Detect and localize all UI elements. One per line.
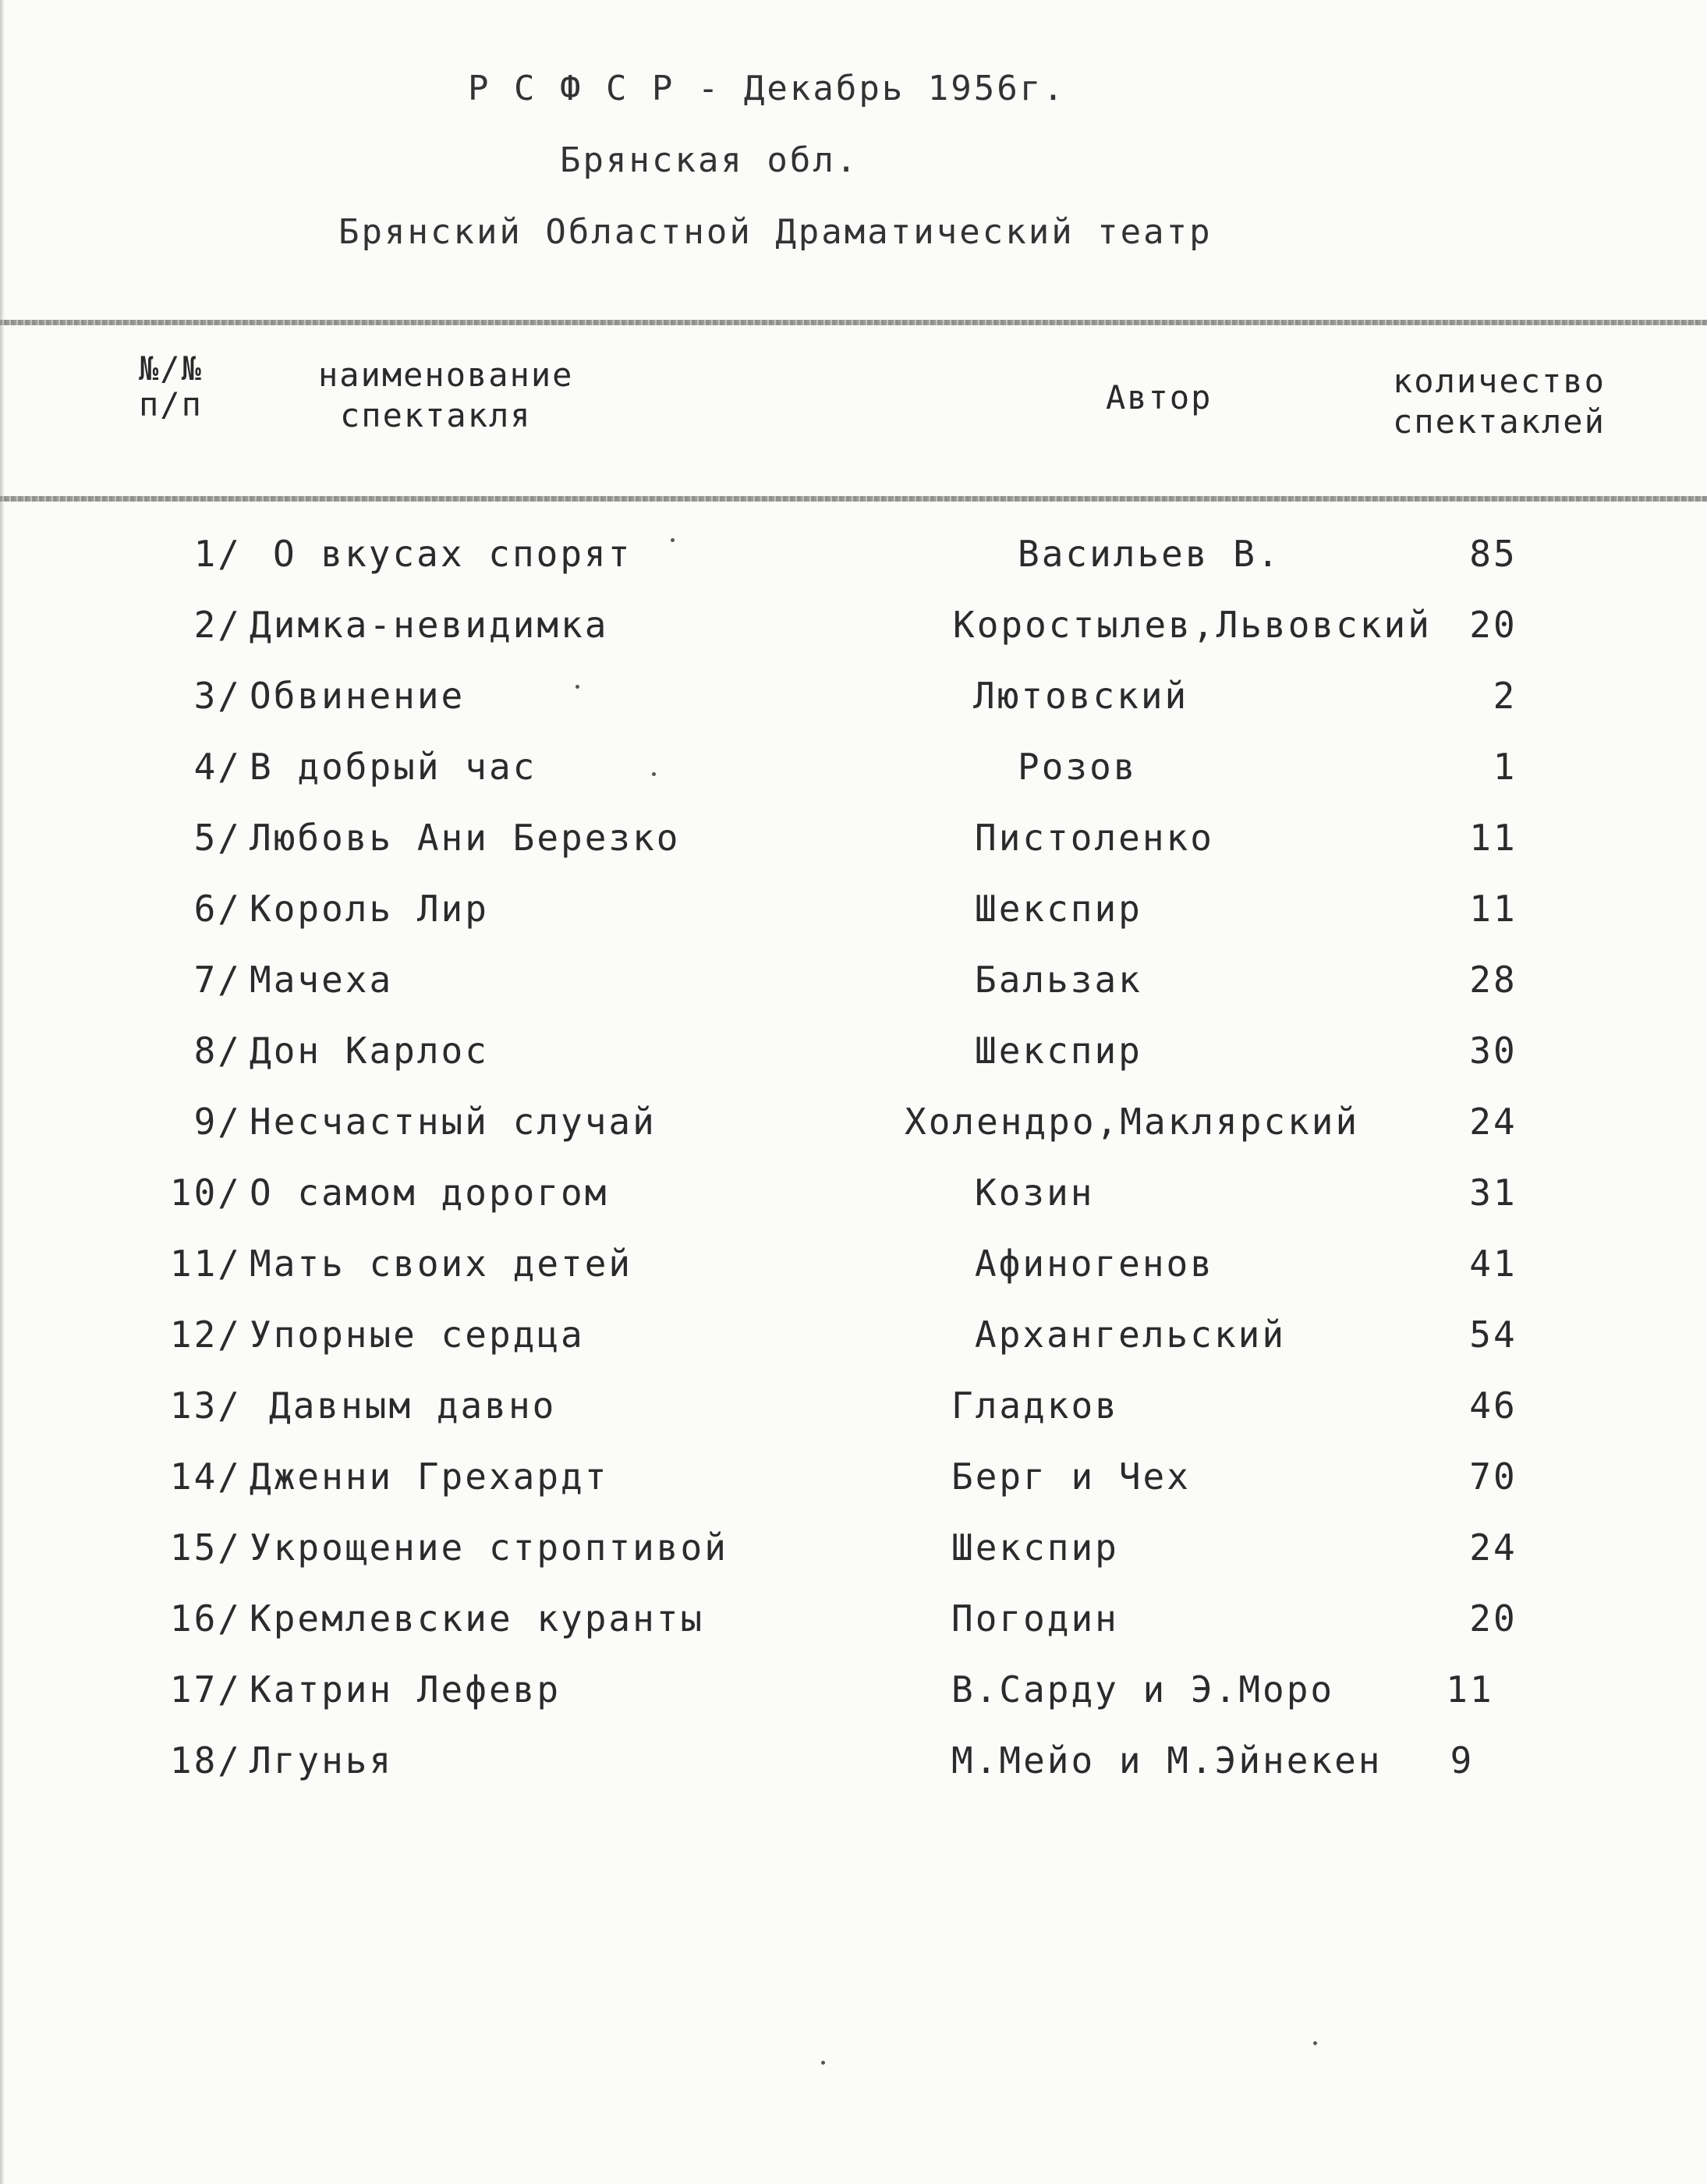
col-num-header-line1: №/№ — [139, 349, 203, 388]
col-title-header-line1: наименование — [318, 356, 574, 394]
row-number: 5/ — [193, 817, 242, 859]
row-author: Коростылев,Львовский — [953, 604, 1432, 646]
row-count: 9 — [1450, 1739, 1475, 1782]
col-count-header-line2: спектаклей — [1393, 402, 1606, 441]
row-number: 4/ — [193, 746, 242, 788]
table-row — [0, 1169, 1707, 1240]
paper-speck — [671, 538, 675, 542]
row-count: 24 — [1469, 1526, 1518, 1569]
paper-speck — [821, 2061, 825, 2065]
table-row — [0, 743, 1707, 814]
row-title: В добрый час — [250, 746, 537, 788]
table-row — [0, 1453, 1707, 1524]
table-top-rule — [0, 320, 1707, 325]
row-author: В.Сарду и Э.Моро — [951, 1668, 1335, 1711]
row-number: 6/ — [193, 888, 242, 930]
col-num-header — [139, 351, 203, 423]
table-row — [0, 1382, 1707, 1453]
row-count: 20 — [1469, 604, 1518, 646]
table-row — [0, 1240, 1707, 1311]
row-title: Мать своих детей — [250, 1243, 633, 1285]
row-title: Димка-невидимка — [250, 604, 609, 646]
col-author-header: Автор — [1106, 378, 1213, 417]
table-row — [0, 1737, 1707, 1808]
col-count-header — [1393, 361, 1606, 442]
col-title-header-line2: спектакля — [340, 396, 532, 434]
row-title: Дженни Грехардт — [250, 1455, 609, 1498]
col-count-header-line1: количество — [1393, 362, 1606, 400]
row-count: 11 — [1469, 888, 1518, 930]
row-number: 15/ — [169, 1526, 242, 1569]
row-author: Шекспир — [975, 888, 1142, 930]
row-number: 8/ — [193, 1030, 242, 1072]
row-title: Несчастный случай — [250, 1101, 657, 1143]
col-num-header-line2: п/п — [139, 385, 203, 424]
row-count: 41 — [1469, 1243, 1518, 1285]
row-author: Холендро,Маклярский — [905, 1101, 1360, 1143]
row-author: Афиногенов — [975, 1243, 1214, 1285]
row-author: Гладков — [951, 1384, 1119, 1427]
row-number: 16/ — [169, 1597, 242, 1640]
row-count: 24 — [1469, 1101, 1518, 1143]
table-row — [0, 672, 1707, 743]
table-row — [0, 601, 1707, 672]
row-count: 85 — [1469, 533, 1518, 575]
paper-speck — [575, 685, 579, 689]
row-title: Мачеха — [250, 959, 394, 1001]
row-author: Розов — [1018, 746, 1138, 788]
row-author: Погодин — [951, 1597, 1119, 1640]
row-number: 3/ — [193, 675, 242, 717]
row-count: 20 — [1469, 1597, 1518, 1640]
row-title: Любовь Ани Березко — [250, 817, 681, 859]
table-header-rule — [0, 496, 1707, 502]
row-count: 54 — [1469, 1314, 1518, 1356]
row-title: Катрин Лефевр — [250, 1668, 561, 1711]
table-row — [0, 1311, 1707, 1382]
row-count: 2 — [1493, 675, 1518, 717]
row-number: 9/ — [193, 1101, 242, 1143]
row-number: 14/ — [169, 1455, 242, 1498]
table-row — [0, 530, 1707, 601]
row-number: 1/ — [193, 533, 242, 575]
row-count: 30 — [1469, 1030, 1518, 1072]
table-row — [0, 1027, 1707, 1098]
row-title: Укрощение строптивой — [250, 1526, 728, 1569]
row-author: Архангельский — [975, 1314, 1287, 1356]
row-number: 2/ — [193, 604, 242, 646]
row-title: Лгунья — [250, 1739, 394, 1782]
row-count: 31 — [1469, 1172, 1518, 1214]
row-author: Шекспир — [951, 1526, 1119, 1569]
table-row — [0, 956, 1707, 1027]
row-number: 13/ — [169, 1384, 242, 1427]
row-count: 11 — [1446, 1668, 1494, 1711]
row-author: М.Мейо и М.Эйнекен — [951, 1739, 1383, 1782]
row-author: Козин — [975, 1172, 1095, 1214]
row-author: Берг и Чех — [951, 1455, 1191, 1498]
row-author: Бальзак — [975, 959, 1142, 1001]
row-number: 18/ — [169, 1739, 242, 1782]
row-author: Шекспир — [975, 1030, 1142, 1072]
row-count: 1 — [1493, 746, 1518, 788]
row-title: Кремлевские куранты — [250, 1597, 705, 1640]
row-author: Лютовский — [973, 675, 1189, 717]
row-title: Король Лир — [250, 888, 489, 930]
table-row — [0, 1098, 1707, 1169]
table-row — [0, 885, 1707, 956]
row-count: 11 — [1469, 817, 1518, 859]
table-row — [0, 1595, 1707, 1666]
row-author: Васильев В. — [1018, 533, 1281, 575]
row-title: О вкусах спорят — [273, 533, 632, 575]
row-number: 11/ — [169, 1243, 242, 1285]
header-republic-date: Р С Ф С Р - Декабрь 1956г. — [468, 69, 1066, 108]
header-theatre: Брянский Областной Драматический театр — [338, 212, 1213, 252]
row-number: 17/ — [169, 1668, 242, 1711]
row-title: Дон Карлос — [250, 1030, 489, 1072]
header-region: Брянская обл. — [560, 140, 859, 180]
row-title: О самом дорогом — [250, 1172, 609, 1214]
row-count: 70 — [1469, 1455, 1518, 1498]
row-title: Упорные сердца — [250, 1314, 585, 1356]
row-count: 28 — [1469, 959, 1518, 1001]
table-row — [0, 814, 1707, 885]
paper-speck — [652, 772, 656, 776]
row-title: Обвинение — [250, 675, 466, 717]
row-number: 12/ — [169, 1314, 242, 1356]
row-author: Пистоленко — [975, 817, 1214, 859]
row-title: Давным давно — [269, 1384, 557, 1427]
row-number: 7/ — [193, 959, 242, 1001]
row-number: 10/ — [169, 1172, 242, 1214]
table-row — [0, 1666, 1707, 1737]
table-row — [0, 1524, 1707, 1595]
paper-speck — [1313, 2041, 1317, 2045]
col-title-header — [318, 355, 573, 436]
row-count: 46 — [1469, 1384, 1518, 1427]
